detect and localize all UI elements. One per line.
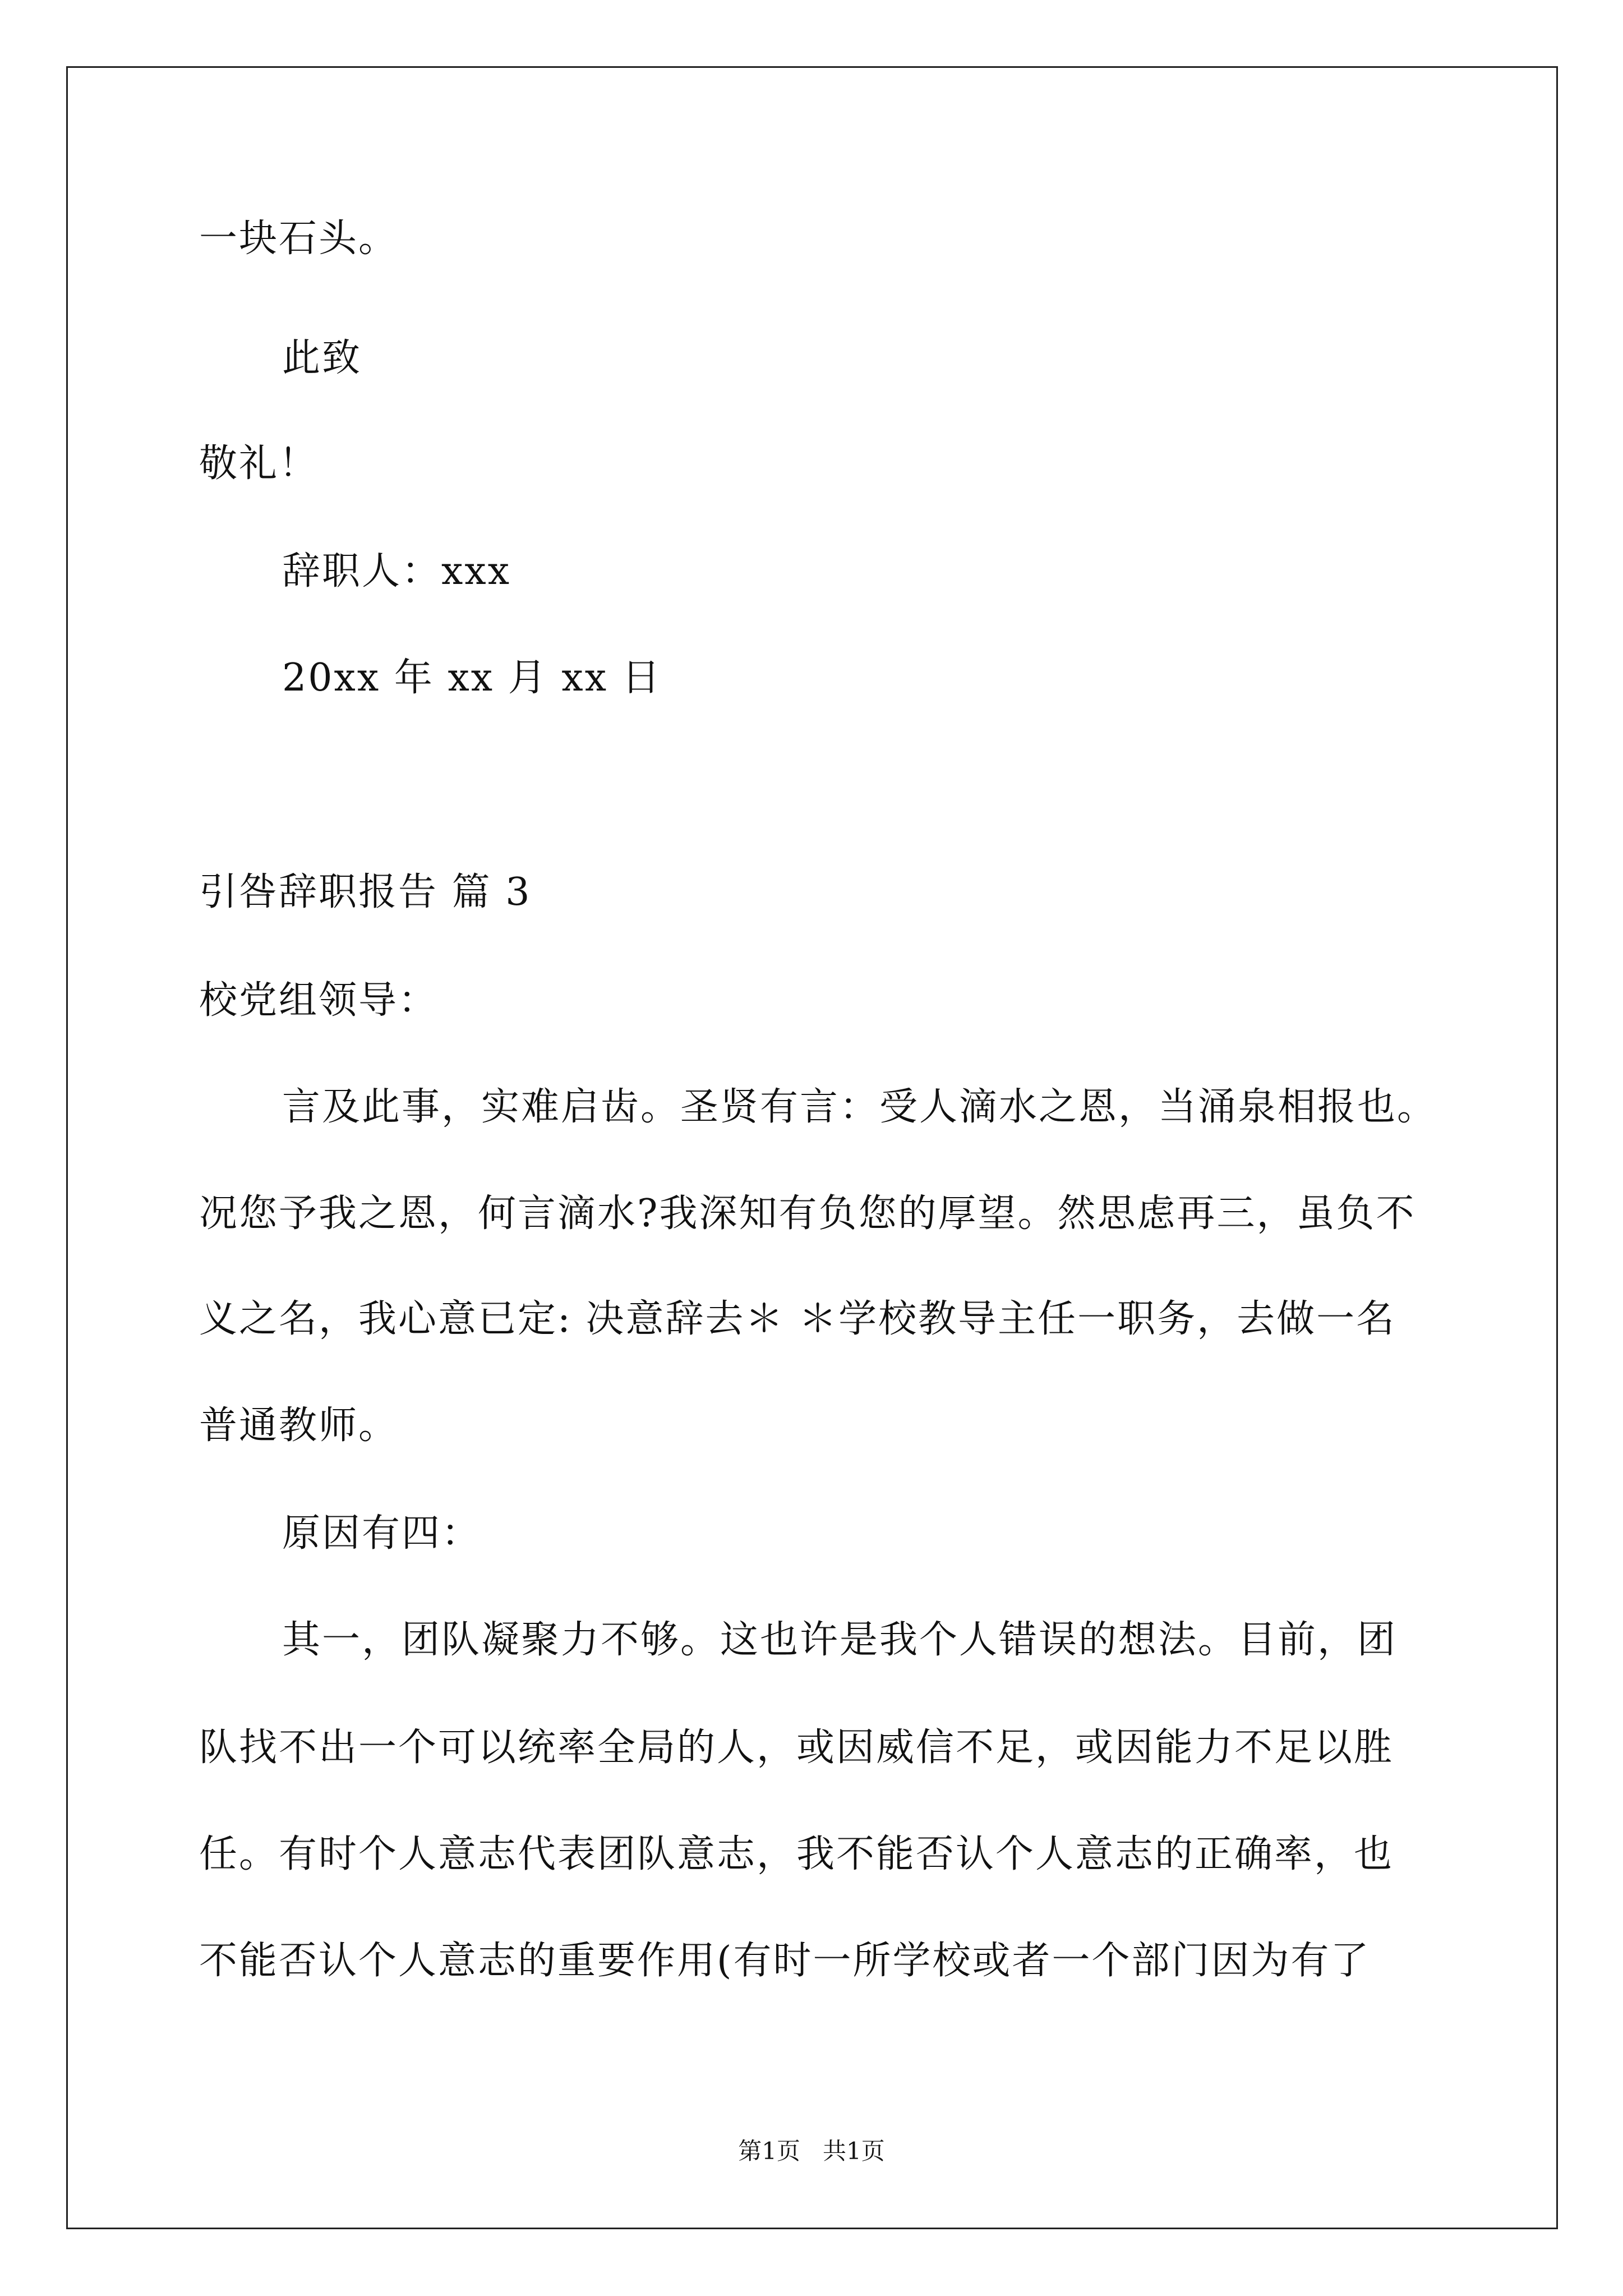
paragraph-3-line-2: 队找不出一个可以统率全局的人，或因威信不足，或因能力不足以胜 [199, 1726, 1394, 1770]
section-heading: 引咎辞职报告 篇 3 [199, 870, 532, 914]
salutation-jingli: 敬礼！ [199, 441, 319, 486]
paragraph-1-line-4: 普通教师。 [199, 1404, 399, 1448]
addressee: 校党组领导： [199, 978, 439, 1023]
page-border [66, 66, 1558, 2229]
text-line-closing-fragment: 一块石头。 [199, 217, 399, 261]
signature-date: 20xx 年 xx 月 xx 日 [282, 656, 662, 700]
signature-resigner: 辞职人：xxx [282, 549, 511, 593]
paragraph-1-line-2: 况您予我之恩，何言滴水?我深知有负您的厚望。然思虑再三，虽负不 [199, 1191, 1416, 1236]
paragraph-3-line-4: 不能否认个人意志的重要作用(有时一所学校或者一个部门因为有了 [199, 1939, 1371, 1983]
paragraph-2-line-1: 原因有四： [282, 1511, 482, 1556]
paragraph-1-line-3: 义之名，我心意已定: 决意辞去＊ ＊学校教导主任一职务，去做一名 [199, 1297, 1396, 1341]
page-footer: 第1页 共1页 [738, 2137, 885, 2165]
paragraph-3-line-3: 任。有时个人意志代表团队意志，我不能否认个人意志的正确率，也 [199, 1832, 1394, 1876]
salutation-cizhi: 此致 [282, 336, 362, 380]
paragraph-3-line-1: 其一，团队凝聚力不够。这也许是我个人错误的想法。目前，团 [282, 1618, 1398, 1662]
paragraph-1-line-1: 言及此事，实难启齿。圣贤有言：受人滴水之恩，当涌泉相报也。 [282, 1085, 1437, 1129]
